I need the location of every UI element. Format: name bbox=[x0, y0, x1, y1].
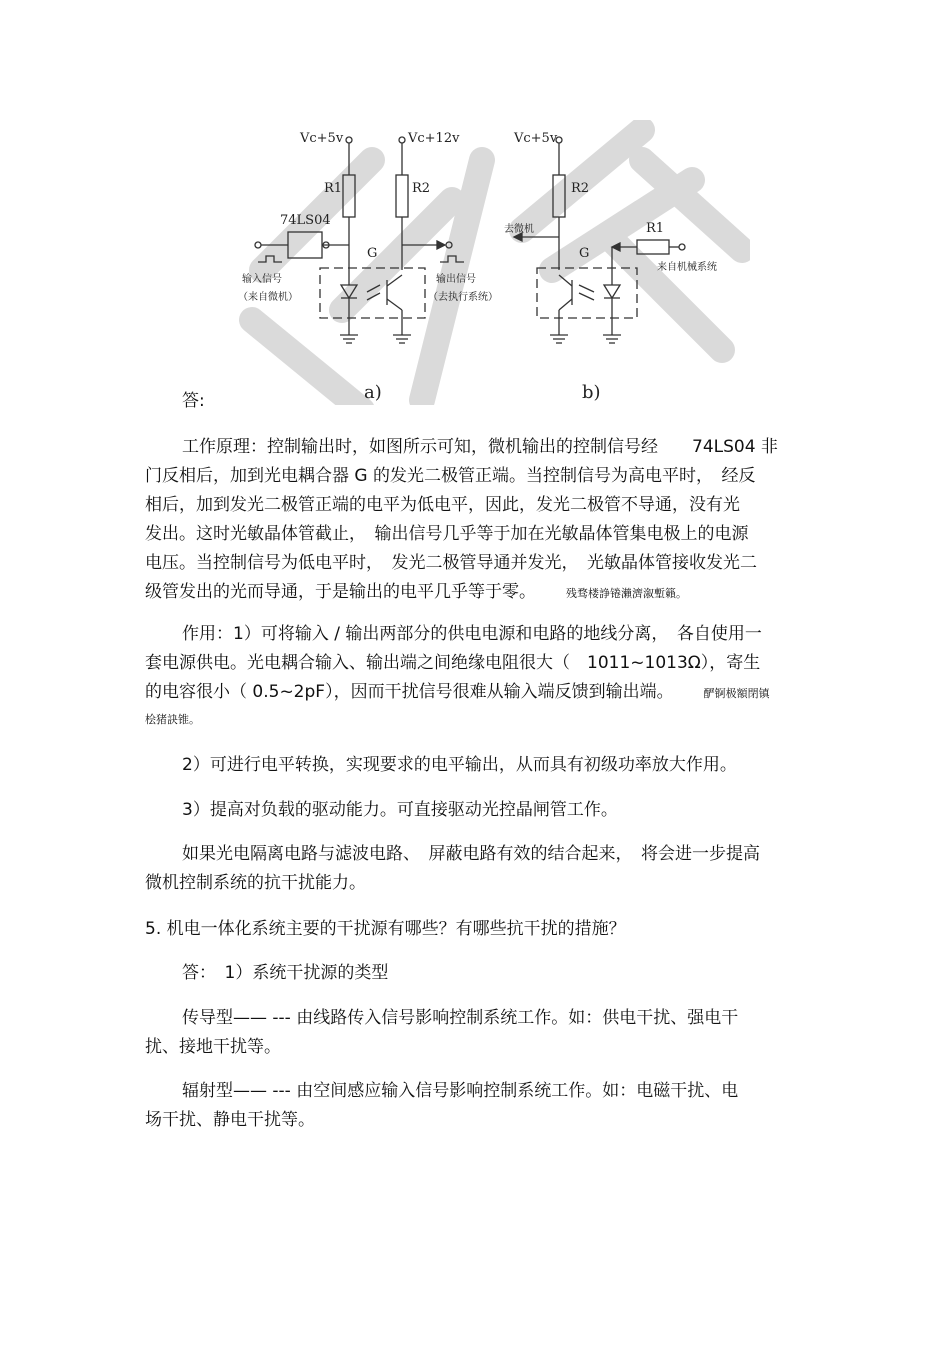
caption-b: b) bbox=[582, 382, 601, 403]
answer-5-heading: 答： 1）系统干扰源的类型 bbox=[182, 963, 389, 983]
text-line: 辐射型—— --- 由空间感应输入信号影响控制系统工作。如：电磁干扰、电 bbox=[182, 1081, 739, 1101]
optocoupler-circuit-figure bbox=[222, 120, 750, 405]
text-line: 传导型—— --- 由线路传入信号影响控制系统工作。如：供电干扰、强电干 bbox=[182, 1008, 739, 1028]
label-g-b: G bbox=[579, 246, 590, 261]
garbled-note: 酽锕极額閉镇 bbox=[703, 687, 770, 700]
label-from-mechanical: 来自机械系统 bbox=[657, 262, 717, 273]
label-r1-a: R1 bbox=[324, 181, 343, 196]
label-r2-b: R2 bbox=[571, 181, 590, 196]
label-vcc-5v-a: Vc+5v bbox=[300, 131, 344, 146]
garbled-note: 残骛楼諍锩瀨濟溆塹籟。 bbox=[566, 587, 687, 600]
label-input-signal: 输入信号 bbox=[242, 274, 282, 285]
text-line: 套电源供电。光电耦合输入、输出端之间绝缘电阻很大（ 1011~1013Ω），寄生 bbox=[145, 653, 761, 673]
label-r2-a: R2 bbox=[412, 181, 431, 196]
paragraph-drive-capability: 3）提高对负载的驱动能力。可直接驱动光控晶闸管工作。 bbox=[182, 800, 618, 820]
text-line: 电压。当控制信号为低电平时， 发光二极管导通并发光， 光敏晶体管接收发光二 bbox=[145, 553, 757, 573]
paragraph-working-principle bbox=[145, 433, 778, 608]
text-line: 级管发出的光而导通，于是输出的电平几乎等于零。 bbox=[145, 582, 536, 602]
label-output-signal: 输出信号 bbox=[436, 274, 476, 285]
label-74ls04: 74LS04 bbox=[280, 213, 331, 228]
answer-label: 答: bbox=[182, 391, 205, 411]
label-to-mcu: 去微机 bbox=[504, 224, 534, 235]
paragraph-conducted-interference bbox=[145, 1004, 738, 1062]
text-line: 如果光电隔离电路与滤波电路、 屏蔽电路有效的结合起来， 将会进一步提高 bbox=[182, 844, 760, 864]
text-line: 扰、接地干扰等。 bbox=[145, 1037, 281, 1057]
label-input-source: （来自微机） bbox=[238, 292, 298, 303]
text-line: 的电容很小（ 0.5~2pF），因而干扰信号很难从输入端反馈到输出端。 bbox=[145, 682, 674, 702]
text-line: 工作原理：控制输出时，如图所示可知，微机输出的控制信号经 74LS04 非 bbox=[182, 437, 778, 457]
paragraph-function bbox=[145, 620, 770, 708]
label-output-target: （去执行系统） bbox=[428, 292, 498, 303]
text-line: 门反相后，加到光电耦合器 G 的发光二极管正端。当控制信号为高电平时， 经反 bbox=[145, 466, 756, 486]
caption-a: a) bbox=[364, 382, 382, 403]
text-line: 相后，加到发光二极管正端的电平为低电平，因此，发光二极管不导通，没有光 bbox=[145, 495, 740, 515]
text-line: 场干扰、静电干扰等。 bbox=[145, 1110, 315, 1130]
text-line: 微机控制系统的抗干扰能力。 bbox=[145, 873, 366, 893]
garbled-note-line: 桧猪訣锥。 bbox=[145, 713, 200, 726]
paragraph-combined-filtering bbox=[145, 840, 760, 898]
label-vcc-5v-b: Vc+5v bbox=[514, 131, 558, 146]
label-vcc-12v-a: Vc+12v bbox=[408, 131, 460, 146]
text-line: 作用：1）可将输入 / 输出两部分的供电电源和电路的地线分离， 各自使用一 bbox=[182, 624, 762, 644]
paragraph-level-conversion: 2）可进行电平转换，实现要求的电平输出，从而具有初级功率放大作用。 bbox=[182, 755, 737, 775]
paragraph-radiated-interference bbox=[145, 1077, 738, 1135]
question-5: 5. 机电一体化系统主要的干扰源有哪些？有哪些抗干扰的措施？ bbox=[145, 919, 626, 939]
text-line: 发出。这时光敏晶体管截止， 输出信号几乎等于加在光敏晶体管集电极上的电源 bbox=[145, 524, 749, 544]
label-g-a: G bbox=[367, 246, 378, 261]
label-r1-b: R1 bbox=[646, 221, 665, 236]
